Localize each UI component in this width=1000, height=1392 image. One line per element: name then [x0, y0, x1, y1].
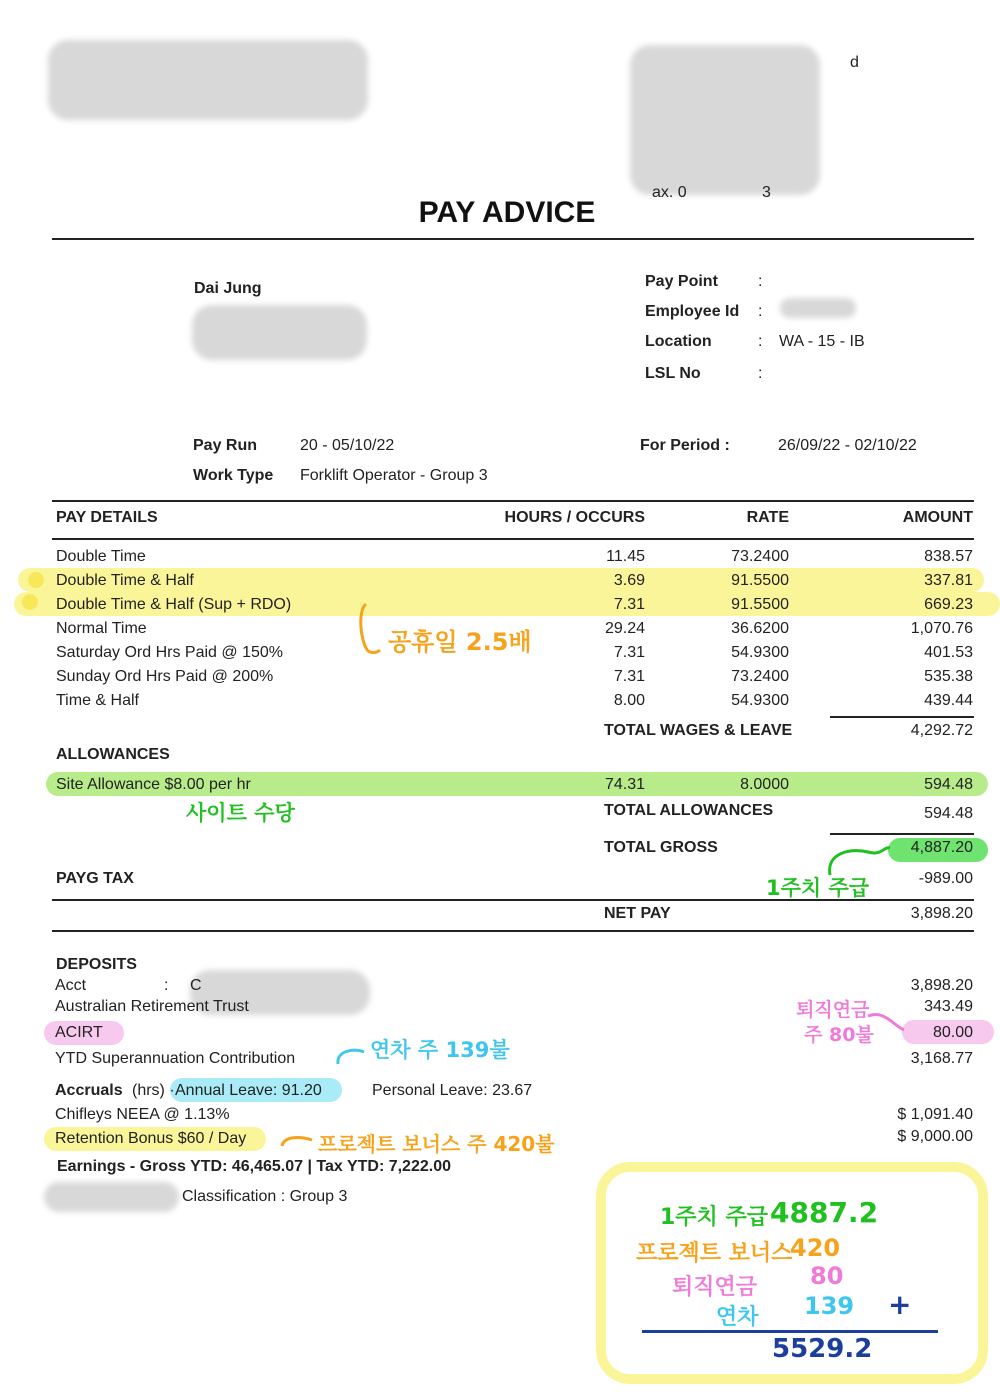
- acirt-value: 80.00: [932, 1024, 973, 1041]
- pay-row-hours: 29.24: [604, 620, 645, 637]
- summary-total: 5529.2: [772, 1334, 873, 1364]
- ytd-super-value: 3,168.77: [910, 1050, 973, 1067]
- note-super-line1: 퇴직연금: [796, 999, 870, 1021]
- pay-row-hours: 7.31: [613, 644, 645, 661]
- pay-row-rate: 73.2400: [731, 548, 789, 565]
- payg-tax-label: PAYG TAX: [56, 870, 134, 887]
- pay-row-desc: Double Time & Half (Sup + RDO): [56, 596, 292, 613]
- accruals-label: Accruals: [55, 1082, 123, 1099]
- pay-row-amount: 838.57: [924, 548, 973, 565]
- pay-run-label: Pay Run: [193, 437, 258, 454]
- pay-row-hours: 8.00: [613, 692, 645, 709]
- employee-id-label: Employee Id: [645, 303, 740, 320]
- note-annual-leave: 연차 주 139불: [370, 1038, 510, 1062]
- company-fragment-1: d: [850, 54, 859, 71]
- work-type-value: Forklift Operator - Group 3: [300, 467, 488, 484]
- pay-row-amount: 669.23: [924, 596, 973, 613]
- total-gross-label: TOTAL GROSS: [604, 839, 718, 856]
- pay-row-rate: 91.5500: [731, 596, 789, 613]
- pay-point-label: Pay Point: [645, 273, 718, 290]
- ytd-summary: Earnings - Gross YTD: 46,465.07 | Tax YTD: 7,222.00: [57, 1158, 451, 1175]
- total-allowances-label: TOTAL ALLOWANCES: [604, 802, 774, 819]
- personal-leave: Personal Leave: 23.67: [372, 1082, 533, 1099]
- pay-row-amount: 401.53: [924, 644, 973, 661]
- holiday-bracket: [361, 604, 380, 653]
- pay-row-desc: Time & Half: [56, 692, 139, 709]
- leave-arrow: [338, 1050, 364, 1064]
- neea-value: $ 1,091.40: [897, 1106, 973, 1123]
- pay-row-desc: Normal Time: [56, 620, 147, 637]
- employee-name: Dai Jung: [194, 280, 262, 297]
- retention-bonus-label: Retention Bonus $60 / Day: [55, 1130, 247, 1147]
- summary-value-super: 80: [810, 1262, 844, 1290]
- highlight-dot-2: [22, 594, 38, 610]
- total-gross-value: 4,887.20: [910, 839, 973, 856]
- ytd-super-label: YTD Superannuation Contribution: [55, 1050, 296, 1067]
- payg-tax-value: -989.00: [918, 870, 973, 887]
- pay-row-desc: Saturday Ord Hrs Paid @ 150%: [56, 644, 284, 661]
- retention-bonus-value: $ 9,000.00: [897, 1128, 973, 1145]
- highlight-dot: [28, 572, 44, 588]
- total-wages-label: TOTAL WAGES & LEAVE: [604, 722, 793, 739]
- acct-colon: :: [164, 977, 169, 994]
- deposits-heading: DEPOSITS: [56, 956, 137, 973]
- location-colon: :: [758, 333, 763, 350]
- site-allowance-desc: Site Allowance $8.00 per hr: [56, 776, 251, 793]
- pay-row-rate: 73.2400: [731, 668, 789, 685]
- note-site-allowance: 사이트 수당: [186, 801, 295, 825]
- summary-plus: +: [888, 1288, 912, 1321]
- pay-row-hours: 7.31: [613, 596, 645, 613]
- pay-row-hours: 7.31: [613, 668, 645, 685]
- acct-fragment: C: [190, 977, 202, 994]
- column-header-details: PAY DETAILS: [56, 509, 158, 526]
- note-super-line2: 주 80불: [804, 1024, 874, 1046]
- column-header-rate: RATE: [746, 509, 789, 526]
- page-title: PAY ADVICE: [418, 196, 596, 229]
- summary-value-bonus: 420: [790, 1234, 841, 1262]
- pay-row-desc: Sunday Ord Hrs Paid @ 200%: [56, 668, 274, 685]
- net-pay-label: NET PAY: [604, 905, 671, 922]
- allowances-heading: ALLOWANCES: [56, 746, 170, 763]
- company-fragment-3: 3: [762, 184, 771, 201]
- summary-label-leave: 연차: [716, 1305, 759, 1330]
- neea-label: Chifleys NEEA @ 1.13%: [55, 1106, 230, 1123]
- employee-id-colon: :: [758, 303, 763, 320]
- acct-label: Acct: [55, 977, 87, 994]
- site-allowance-rate: 8.0000: [740, 776, 789, 793]
- note-holiday-rate: 공휴일 2.5배: [388, 628, 532, 656]
- summary-value-weekly: 4887.2: [770, 1196, 879, 1229]
- total-allowances-value: 594.48: [924, 805, 973, 822]
- pay-row-amount: 1,070.76: [910, 620, 973, 637]
- lsl-colon: :: [758, 365, 763, 382]
- pay-row-hours: 3.69: [613, 572, 645, 589]
- note-weekly-pay: 1주치 주급: [766, 876, 870, 900]
- pay-point-colon: :: [758, 273, 763, 290]
- company-fragment-2: ax. 0: [652, 184, 687, 201]
- lsl-label: LSL No: [645, 365, 701, 382]
- bonus-arrow: [282, 1138, 312, 1146]
- annual-leave: Annual Leave: 91.20: [175, 1082, 322, 1099]
- summary-label-bonus: 프로젝트 보너스: [636, 1241, 793, 1266]
- pay-row-rate: 91.5500: [731, 572, 789, 589]
- summary-label-weekly: 1주치 주급: [660, 1205, 768, 1230]
- period-value: 26/09/22 - 02/10/22: [778, 437, 917, 454]
- pay-row-rate: 36.6200: [731, 620, 789, 637]
- pay-row-hours: 11.45: [606, 548, 645, 565]
- summary-rule: [642, 1330, 938, 1333]
- weekly-arrow: [830, 848, 890, 875]
- classification: Classification : Group 3: [182, 1188, 348, 1205]
- pay-row-rate: 54.9300: [731, 692, 789, 709]
- net-pay-value: 3,898.20: [910, 905, 973, 922]
- location-label: Location: [645, 333, 712, 350]
- site-allowance-hours: 74.31: [604, 776, 645, 793]
- summary-value-leave: 139: [804, 1292, 855, 1320]
- retirement-trust-label: Australian Retirement Trust: [55, 998, 249, 1015]
- note-project-bonus: 프로젝트 보너스 주 420불: [318, 1132, 555, 1156]
- pay-row-desc: Double Time & Half: [56, 572, 194, 589]
- accruals-suffix: (hrs) ·: [132, 1082, 175, 1099]
- period-label: For Period :: [640, 437, 730, 454]
- pay-row-amount: 439.44: [924, 692, 973, 709]
- acct-value: 3,898.20: [910, 977, 973, 994]
- acirt-label: ACIRT: [55, 1024, 103, 1041]
- column-header-amount: AMOUNT: [902, 509, 973, 526]
- pay-run-value: 20 - 05/10/22: [300, 437, 395, 454]
- location-value: WA - 15 - IB: [779, 333, 865, 350]
- column-header-hours: HOURS / OCCURS: [504, 509, 645, 526]
- pay-row-rate: 54.9300: [731, 644, 789, 661]
- total-wages-value: 4,292.72: [910, 722, 973, 739]
- pay-row-amount: 337.81: [924, 572, 973, 589]
- pay-row-amount: 535.38: [924, 668, 973, 685]
- site-allowance-amount: 594.48: [924, 776, 973, 793]
- work-type-label: Work Type: [193, 467, 274, 484]
- summary-label-super: 퇴직연금: [672, 1275, 758, 1300]
- pay-row-desc: Double Time: [56, 548, 146, 565]
- retirement-trust-value: 343.49: [924, 998, 973, 1015]
